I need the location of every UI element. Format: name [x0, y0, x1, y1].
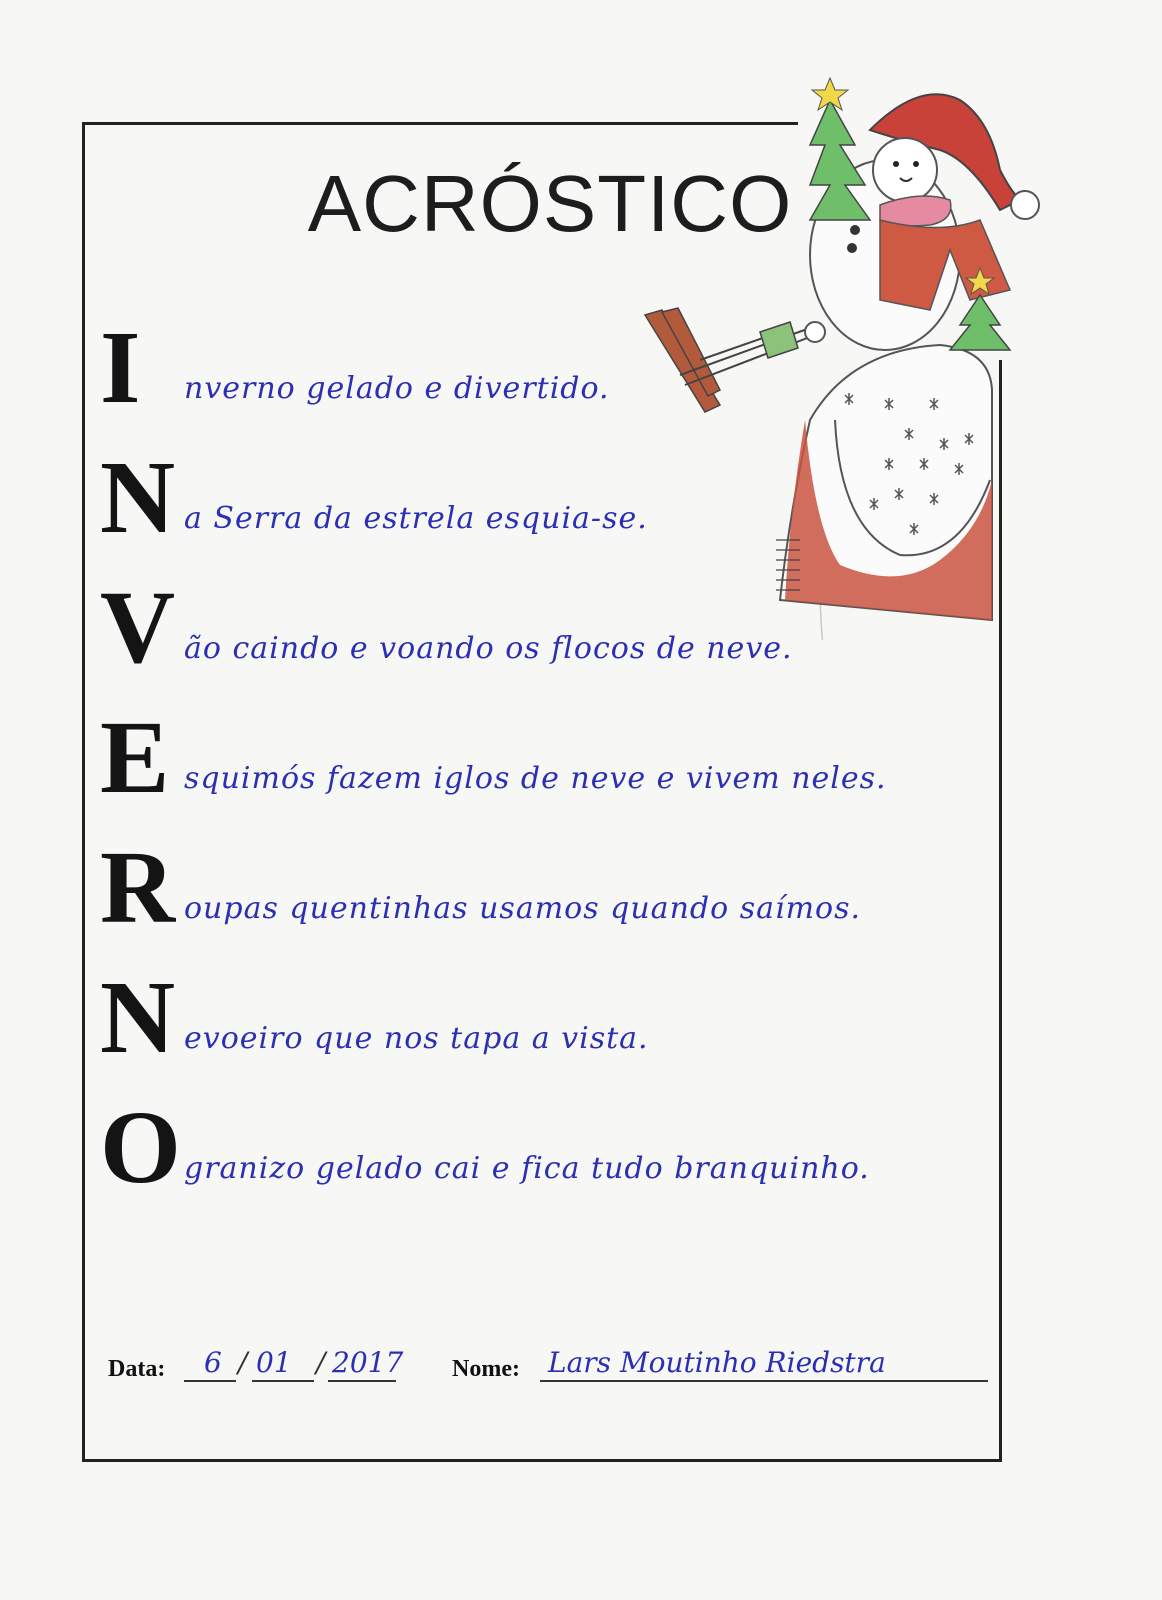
acrostic-initial: I — [100, 309, 141, 425]
name-label: Nome: — [452, 1356, 520, 1382]
date-label: Data: — [108, 1356, 166, 1382]
name-line — [540, 1380, 988, 1382]
acrostic-initial: E — [100, 699, 170, 815]
acrostic-text: a Serra da estrela esquia-se. — [184, 501, 648, 536]
acrostic-text: squimós fazem iglos de neve e vivem neles. — [184, 761, 887, 796]
date-month: 01 — [256, 1346, 292, 1379]
acrostic-text: oupas quentinhas usamos quando saímos. — [184, 891, 862, 926]
page-title: ACRÓSTICO — [307, 159, 793, 248]
acrostic-initial: N — [100, 439, 176, 555]
date-year-line — [328, 1380, 396, 1382]
date-day: 6 — [204, 1346, 222, 1379]
acrostic-initial: V — [100, 569, 176, 685]
acrostic-text: nverno gelado e divertido. — [184, 371, 610, 406]
snowman-illustration — [640, 60, 1050, 640]
acrostic-text: granizo gelado cai e fica tudo branquinho. — [184, 1151, 870, 1186]
date-year: 2017 — [332, 1346, 404, 1379]
acrostic-initial: O — [100, 1089, 181, 1205]
acrostic-line — [100, 1080, 870, 1205]
date-day-line — [184, 1380, 236, 1382]
small-tree-icon — [950, 295, 1010, 350]
bear-face — [873, 138, 937, 202]
name-value: Lars Moutinho Riedstra — [548, 1346, 886, 1379]
footer — [108, 1346, 988, 1390]
acrostic-line — [100, 950, 860, 1075]
acrostic-line — [100, 690, 887, 815]
acrostic-text: ão caindo e voando os flocos de neve. — [184, 631, 793, 666]
date-month-line — [252, 1380, 314, 1382]
acrostic-initial: R — [100, 829, 176, 945]
acrostic-text: evoeiro que nos tapa a vista. — [184, 1021, 649, 1056]
acrostic-line — [100, 820, 862, 945]
hat-pompom — [1011, 191, 1039, 219]
acrostic-initial: N — [100, 959, 176, 1075]
date-slash: / — [316, 1346, 326, 1379]
date-slash: / — [238, 1346, 248, 1379]
